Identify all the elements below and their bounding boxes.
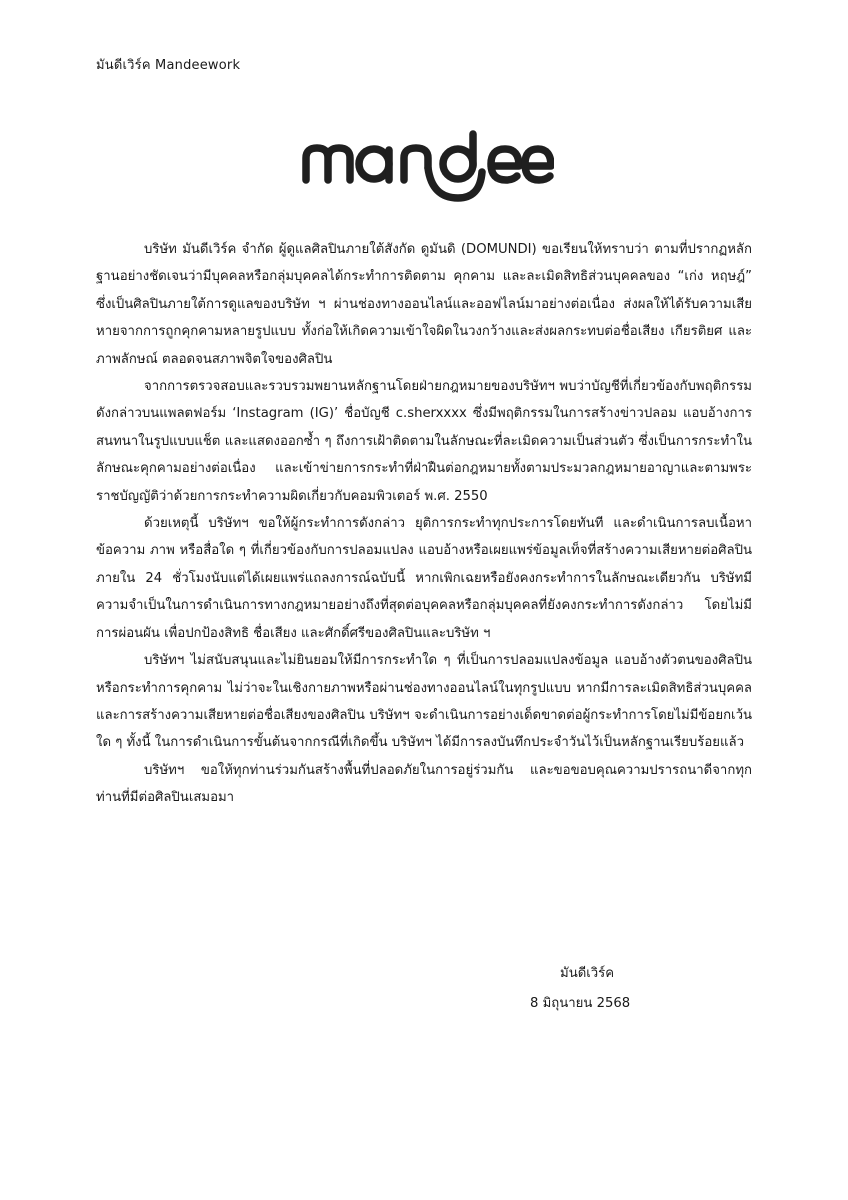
paragraph-2: จากการตรวจสอบและรวบรวมพยานหลักฐานโดยฝ่ายกฎหมายของบริษัทฯ พบว่าบัญชีที่เกี่ยวข้องกับพฤติกรรมดังกล่าวบนแพลตฟอร์ม ‘Instagram (IG)’ ชื่อบัญชี c.sherxxxx ซึ่งมีพฤติกรรมในการสร้างข่าวปลอม แอบอ้างการสนทนาในรูปแบบแช็ต และแสดงออกซ้ำ ๆ ถึงการเฝ้าติดตามในลักษณะที่ละเมิดความเป็นส่วนตัว ซึ่งเป็นการกระทำในลักษณะคุกคามอย่างต่อเนื่อง และเข้าข่ายการกระทำที่ฝ่าฝืนต่อกฎหมายทั้งตามประมวลกฎหมายอาญาและตามพระราชบัญญัติว่าด้วยการกระทำความผิดเกี่ยวกับคอมพิวเตอร์ พ.ศ. 2550 [96,379,752,504]
paragraph-3: ด้วยเหตุนี้ บริษัทฯ ขอให้ผู้กระทำการดังกล่าว ยุติการกระทำทุกประการโดยทันที และดำเนินการลบเนื้อหา ข้อความ ภาพ หรือสื่อใด ๆ ที่เกี่ยวข้องกับการปลอมแปลง แอบอ้างหรือเผยแพร่ข้อมูลเท็จที่สร้างความเสียหายต่อศิลปินภายใน 24 ชั่วโมงนับแต่ได้เผยแพร่แถลงการณ์ฉบับนี้ หากเพิกเฉยหรือยังคงกระทำการในลักษณะเดียวกัน บริษัทมีความจำเป็นในการดำเนินการทางกฎหมายอย่างถึงที่สุดต่อบุคคลหรือกลุ่มบุคคลที่ยังคงกระทำการดังกล่าว โดยไม่มีการผ่อนผัน เพื่อปกป้องสิทธิ ชื่อเสียง และศักดิ์ศรีของศิลปินและบริษัท ฯ [96,516,752,641]
signature-name: มันดีเวิร์ค [560,966,615,981]
statement-body [96,236,752,812]
paragraph-1: บริษัท มันดีเวิร์ค จำกัด ผู้ดูแลศิลปินภายใต้สังกัด ดูมันดิ (DOMUNDI) ขอเรียนให้ทราบว่า ตามที่ปรากฏหลักฐานอย่างชัดเจนว่ามีบุคคลหรือกลุ่มบุคคลได้กระทำการติดตาม คุกคาม และละเมิดสิทธิส่วนบุคคลของ “เก่ง หฤษฎ์” ซึ่งเป็นศิลปินภายใต้การดูแลของบริษัท ฯ ผ่านช่องทางออนไลน์และออฟไลน์มาอย่างต่อเนื่อง ส่งผลให้ได้รับความเสียหายจากการถูกคุกคามหลายรูปแบบ ทั้งก่อให้เกิดความเข้าใจผิดในวงกว้างและส่งผลกระทบต่อชื่อเสียง เกียรติยศ และภาพลักษณ์ ตลอดจนสภาพจิตใจของศิลปิน [96,242,752,367]
header-org-name: มันดีเวิร์ค Mandeework [96,58,241,73]
signature-date: 8 มิถุนายน 2568 [530,996,631,1011]
logo-graphic [298,128,554,220]
paragraph-5: บริษัทฯ ขอให้ทุกท่านร่วมกันสร้างพื้นที่ปลอดภัยในการอยู่ร่วมกัน และขอขอบคุณความปรารถนาดีจากทุกท่านที่มีต่อศิลปินเสมอมา [96,762,752,806]
mandee-work-logo [298,128,554,220]
paragraph-4: บริษัทฯ ไม่สนับสนุนและไม่ยินยอมให้มีการกระทำใด ๆ ที่เป็นการปลอมแปลงข้อมูล แอบอ้างตัวตนของศิลปินหรือกระทำการคุกคาม ไม่ว่าจะในเชิงกายภาพหรือผ่านช่องทางออนไลน์ในทุกรูปแบบ หากมีการละเมิดสิทธิส่วนบุคคลและการสร้างความเสียหายต่อชื่อเสียงของศิลปิน บริษัทฯ จะดำเนินการอย่างเด็ดขาดต่อผู้กระทำการโดยไม่มีข้อยกเว้นใด ๆ ทั้งนี้ ในการดำเนินการขั้นต้นจากกรณีที่เกิดขึ้น บริษัทฯ ได้มีการลงบันทึกประจำวันไว้เป็นหลักฐานเรียบร้อยแล้ว [96,653,752,751]
